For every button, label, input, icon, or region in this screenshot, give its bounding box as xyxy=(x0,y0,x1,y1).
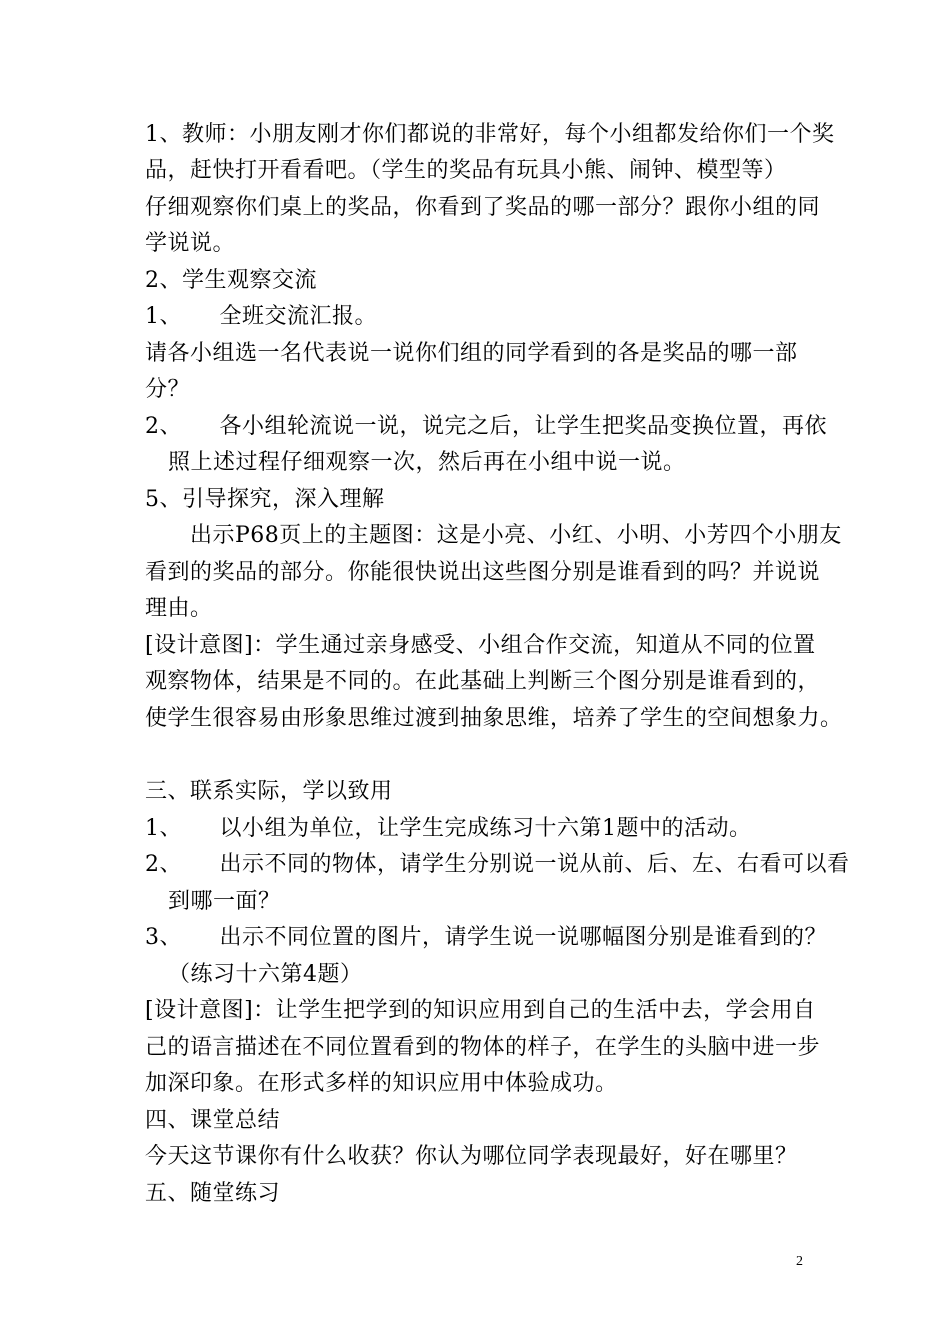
section-heading: 2、学生观察交流 xyxy=(145,268,317,293)
design-intent-line: [设计意图]：让学生把学到的知识应用到自己的生活中去，学会用自 xyxy=(145,998,816,1023)
list-item-continuation: 到哪一面？ xyxy=(168,889,281,914)
paragraph-line: 理由。 xyxy=(145,596,213,621)
list-item-continuation: 照上述过程仔细观察一次，然后再在小组中说一说。 xyxy=(168,450,686,475)
paragraph-line: 分？ xyxy=(145,377,191,402)
page-number: 2 xyxy=(796,1254,803,1269)
design-intent-line: 己的语言描述在不同位置看到的物体的样子，在学生的头脑中进一步 xyxy=(145,1035,821,1060)
list-item: 3、 出示不同位置的图片，请学生说一说哪幅图分别是谁看到的？ xyxy=(145,925,827,950)
design-intent-line: [设计意图]：学生通过亲身感受、小组合作交流，知道从不同的位置 xyxy=(145,633,816,658)
section-heading: 5、引导探究，深入理解 xyxy=(145,487,385,512)
section-heading: 四、课堂总结 xyxy=(145,1108,281,1133)
section-heading: 五、随堂练习 xyxy=(145,1181,281,1206)
paragraph-line: 品，赶快打开看看吧。（学生的奖品有玩具小熊、闹钟、模型等） xyxy=(145,158,787,183)
paragraph-line: 学说说。 xyxy=(145,231,236,256)
paragraph-line: 仔细观察你们桌上的奖品，你看到了奖品的哪一部分？跟你小组的同 xyxy=(145,195,821,220)
design-intent-line: 观察物体，结果是不同的。在此基础上判断三个图分别是谁看到的， xyxy=(145,669,821,694)
paragraph-line: 出示P68页上的主题图：这是小亮、小红、小明、小芳四个小朋友 xyxy=(190,523,842,548)
paragraph-line: 1、教师：小朋友刚才你们都说的非常好，每个小组都发给你们一个奖 xyxy=(145,122,835,147)
list-item: 1、 以小组为单位，让学生完成练习十六第1题中的活动。 xyxy=(145,816,752,841)
paragraph-line: 请各小组选一名代表说一说你们组的同学看到的各是奖品的哪一部 xyxy=(145,341,798,366)
list-item: 2、 各小组轮流说一说，说完之后，让学生把奖品变换位置，再依 xyxy=(145,414,827,439)
paragraph-line: 看到的奖品的部分。你能很快说出这些图分别是谁看到的吗？并说说 xyxy=(145,560,821,585)
list-item: 2、 出示不同的物体，请学生分别说一说从前、后、左、右看可以看 xyxy=(145,852,850,877)
list-item-continuation: （练习十六第4题） xyxy=(168,962,363,987)
design-intent-line: 使学生很容易由形象思维过渡到抽象思维，培养了学生的空间想象力。 xyxy=(145,706,843,731)
section-heading: 三、联系实际，学以致用 xyxy=(145,779,393,804)
paragraph-line: 今天这节课你有什么收获？你认为哪位同学表现最好，好在哪里？ xyxy=(145,1144,798,1169)
list-item: 1、 全班交流汇报。 xyxy=(145,304,377,329)
design-intent-line: 加深印象。在形式多样的知识应用中体验成功。 xyxy=(145,1071,618,1096)
